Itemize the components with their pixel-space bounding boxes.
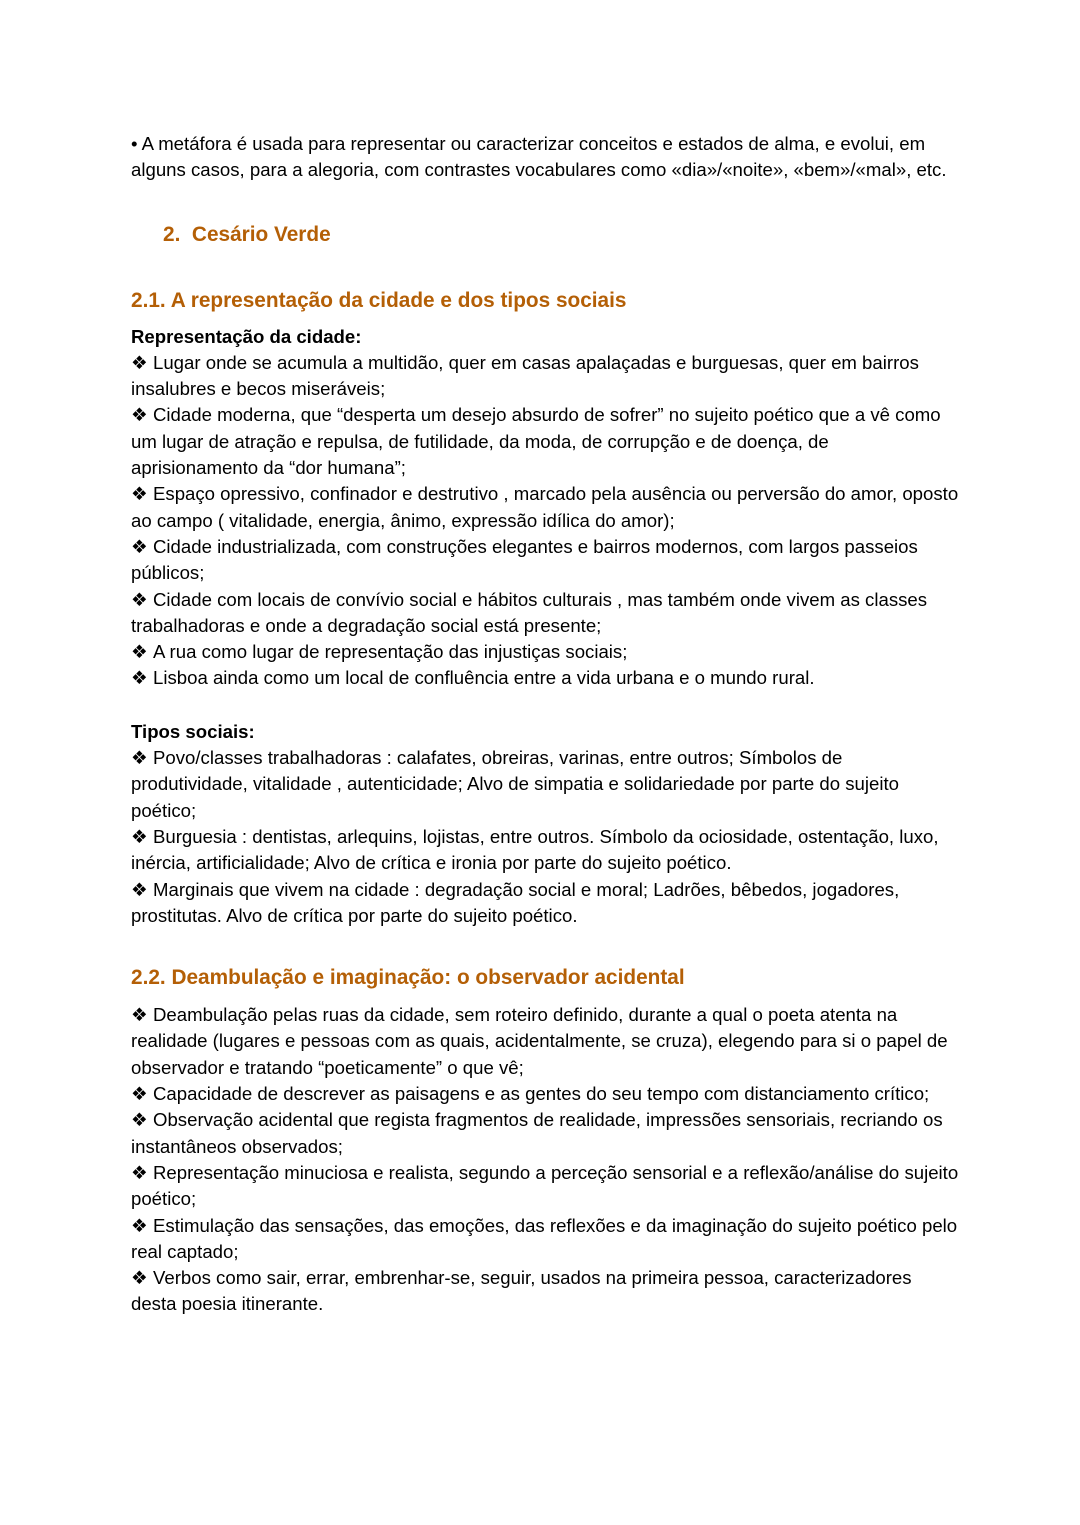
list-item: ❖ Representação minuciosa e realista, segundo a perceção sensorial e a reflexão/análise do sujeito poético;: [131, 1161, 959, 1210]
diamond-bullet-icon: ❖: [131, 641, 148, 663]
diamond-bullet-icon: ❖: [131, 747, 148, 769]
diamond-bullet-icon: ❖: [131, 404, 148, 426]
list-item: ❖ Lugar onde se acumula a multidão, quer em casas apalaçadas e burguesas, quer em bairros insalubres e becos miseráveis;: [131, 351, 919, 400]
diamond-bullet-icon: ❖: [131, 1004, 148, 1026]
diamond-bullet-icon: ❖: [131, 667, 148, 689]
list-item: ❖ Lisboa ainda como um local de confluência entre a vida urbana e o mundo rural.: [131, 665, 961, 691]
list-item: ❖ Capacidade de descrever as paisagens e as gentes do seu tempo com distanciamento crítico;: [131, 1081, 961, 1107]
diamond-bullet-icon: ❖: [131, 825, 148, 847]
diamond-bullet-icon: ❖: [131, 878, 148, 900]
list-item: ❖ Estimulação das sensações, das emoções, das reflexões e da imaginação do sujeito poético pelo real captado;: [131, 1214, 958, 1262]
diamond-bullet-icon: ❖: [131, 588, 148, 610]
cidade-heading: Representação da cidade:: [131, 325, 362, 347]
list-item: ❖ A rua como lugar de representação das injustiças sociais;: [131, 639, 961, 665]
list-item: ❖ Cidade industrializada, com construções elegantes e bairros modernos, com largos passeios públicos;: [131, 535, 918, 584]
section-2-number: 2.: [163, 222, 181, 246]
list-item: ❖ Observação acidental que regista fragmentos de realidade, impressões sensoriais, recriando os instantâneos observados;: [131, 1109, 943, 1157]
tipos-heading: Tipos sociais:: [131, 720, 255, 742]
list-item: ❖ Verbos como sair, errar, embrenhar-se, seguir, usados na primeira pessoa, caracterizadores desta poesia itinerante.: [131, 1267, 912, 1315]
diamond-bullet-icon: ❖: [131, 535, 148, 557]
deambulacao-list: [131, 1002, 961, 1318]
intro-bullet-text: A metáfora é usada para representar ou caracterizar conceitos e estados de alma, e evolui, em alguns casos, para a alegoria, com contrastes vocabulares como «dia»/«noite», «bem»/«mal», etc.: [131, 133, 947, 181]
list-item: ❖ Cidade moderna, que “desperta um desejo absurdo de sofrer” no sujeito poético que a vê como um lugar de atração e repulsa, de futilidade, da moda, de corrupção e de doença, de aprisionamento da “dor humana”;: [131, 404, 941, 479]
list-item: ❖ Espaço opressivo, confinador e destrutivo , marcado pela ausência ou perversão do amor, oposto ao campo ( vitalidade, energia, ânimo, expressão idílica do amor);: [131, 483, 959, 531]
bullet-marker: •: [131, 133, 138, 154]
tipos-list: [131, 745, 961, 929]
list-item: ❖ Deambulação pelas ruas da cidade, sem roteiro definido, durante a qual o poeta atenta na realidade (lugares e pessoas com as quais, acidentalmente, se cruza), elegendo para si o papel de observador e tratando “poeticamente” o que vê;: [131, 1004, 948, 1078]
section-2-heading: [131, 221, 961, 249]
diamond-bullet-icon: ❖: [131, 483, 148, 505]
section-2-1-heading: 2.1. A representação da cidade e dos tipos sociais: [131, 288, 627, 312]
cidade-list: [131, 350, 961, 692]
list-item: ❖ Burguesia : dentistas, arlequins, lojistas, entre outros. Símbolo da ociosidade, ostentação, luxo, inércia, artificialidade; Alvo de crítica e ironia por parte do sujeito poético.: [131, 825, 939, 874]
diamond-bullet-icon: ❖: [131, 1267, 148, 1289]
section-2-title: Cesário Verde: [191, 222, 331, 246]
diamond-bullet-icon: ❖: [131, 1083, 148, 1105]
section-2-2-heading: 2.2. Deambulação e imaginação: o observador acidental: [131, 966, 685, 990]
intro-bullet: [131, 131, 961, 184]
list-item: ❖ Cidade com locais de convívio social e hábitos culturais , mas também onde vivem as classes trabalhadoras e onde a degradação social está presente;: [131, 588, 928, 636]
document-page: [131, 128, 961, 1318]
list-item: ❖ Povo/classes trabalhadoras : calafates, obreiras, varinas, entre outros; Símbolos de produtividade, vitalidade , autenticidade; Alvo de simpatia e solidariedade por parte do sujeito poético;: [131, 747, 900, 821]
diamond-bullet-icon: ❖: [131, 1161, 148, 1183]
diamond-bullet-icon: ❖: [131, 1214, 148, 1236]
diamond-bullet-icon: ❖: [131, 351, 148, 373]
diamond-bullet-icon: ❖: [131, 1109, 148, 1131]
list-item: ❖ Marginais que vivem na cidade : degradação social e moral; Ladrões, bêbedos, jogadores, prostitutas. Alvo de crítica por parte do sujeito poético.: [131, 878, 900, 926]
